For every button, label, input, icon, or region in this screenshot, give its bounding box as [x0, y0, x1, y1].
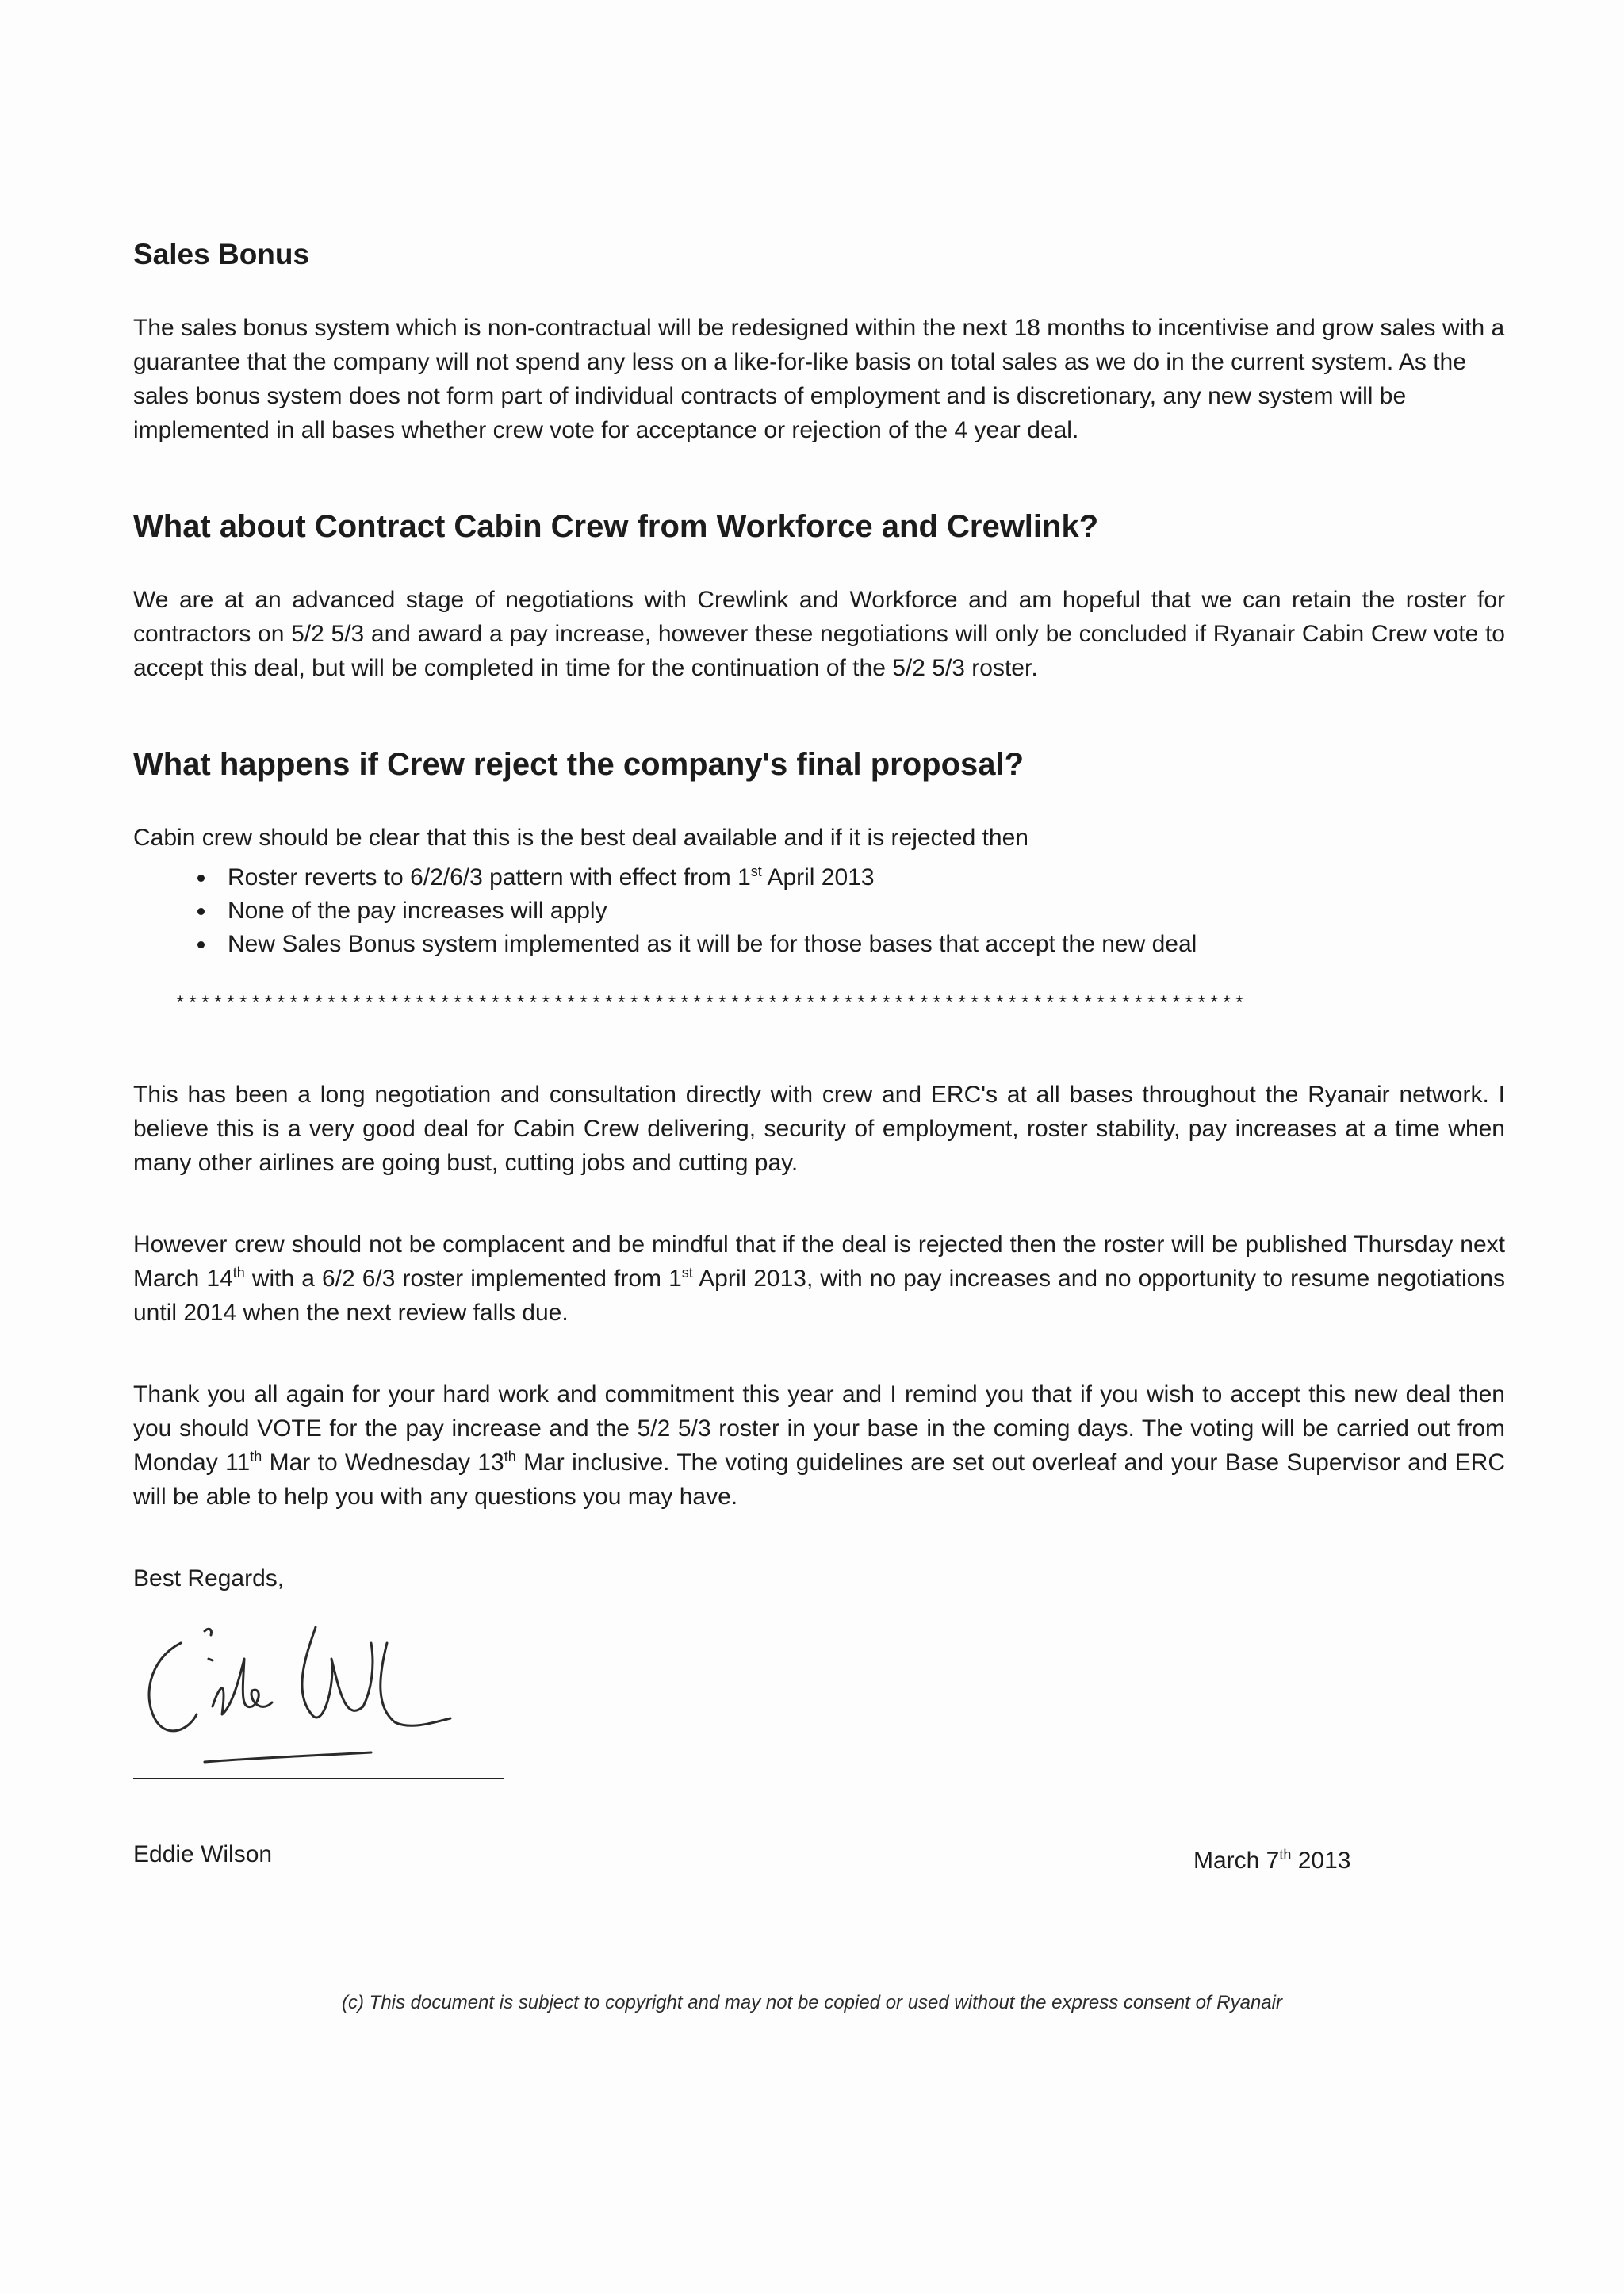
list-item: • New Sales Bonus system implemented as it will be for those bases that accept the new deal	[216, 928, 1505, 961]
reject-intro: Cabin crew should be clear that this is the best deal available and if it is rejected then	[133, 825, 1028, 851]
handwritten-signature	[133, 1611, 514, 1778]
list-item: • Roster reverts to 6/2/6/3 pattern with effect from 1st April 2013	[216, 861, 1505, 894]
signatory-name: Eddie Wilson	[133, 1841, 273, 1867]
separator-line: *************************************************************************************	[174, 994, 1247, 1016]
signature-block	[133, 1611, 1505, 1841]
closing-salutation: Best Regards,	[133, 1565, 285, 1591]
letter-body	[133, 238, 1505, 1889]
reject-heading: What happens if Crew reject the company's final proposal?	[133, 747, 1025, 782]
letter-date: March 7th 2013	[1193, 1847, 1351, 1874]
signatory-row	[133, 1841, 1505, 1889]
negotiation-paragraph: This has been a long negotiation and consultation directly with crew and ERC's at all bases throughout the Ryanair network. I believe this is a very good deal for Cabin Crew delivering, security of employment, roster stability, pay increases at a time when many other airlines are going bust, cutting jobs and cutting pay.	[133, 1082, 1505, 1176]
contract-crew-heading: What about Contract Cabin Crew from Workforce and Crewlink?	[133, 509, 1099, 544]
complacent-paragraph: However crew should not be complacent and be mindful that if the deal is rejected then the roster will be published Thursday next March 14th with a 6/2 6/3 roster implemented from 1st April 2013, with no pay increases and no opportunity to resume negotiations until 2014 when the next review falls due.	[133, 1231, 1505, 1326]
reject-consequences-list	[133, 861, 1505, 961]
sales-bonus-paragraph: The sales bonus system which is non-contractual will be redesigned within the next 18 months to incentivise and grow sales with a guarantee that the company will not spend any less on a like-for-like basis on total sales as we do in the current system. As the sales bonus system does not form part of individual contracts of employment and is discretionary, any new system will be implemented in all bases whether crew vote for acceptance or rejection of the 4 year deal.	[133, 315, 1505, 443]
signature-line	[133, 1778, 504, 1779]
list-item: • None of the pay increases will apply	[216, 894, 1505, 928]
copyright-notice: (c) This document is subject to copyright and may not be copied or used without the express consent of Ryanair	[342, 1992, 1282, 2013]
sales-bonus-heading: Sales Bonus	[133, 238, 310, 270]
contract-crew-paragraph: We are at an advanced stage of negotiations with Crewlink and Workforce and am hopeful that we can retain the roster for contractors on 5/2 5/3 and award a pay increase, however these negotiations will only be concluded if Ryanair Cabin Crew vote to accept this deal, but will be completed in time for the continuation of the 5/2 5/3 roster.	[133, 587, 1505, 681]
thanks-paragraph: Thank you all again for your hard work and commitment this year and I remind you that if you wish to accept this new deal then you should VOTE for the pay increase and the 5/2 5/3 roster in your base in the coming days. The voting will be carried out from Monday 11th Mar to Wednesday 13th Mar inclusive. The voting guidelines are set out overleaf and your Base Supervisor and ERC will be able to help you with any questions you may have.	[133, 1381, 1505, 1510]
